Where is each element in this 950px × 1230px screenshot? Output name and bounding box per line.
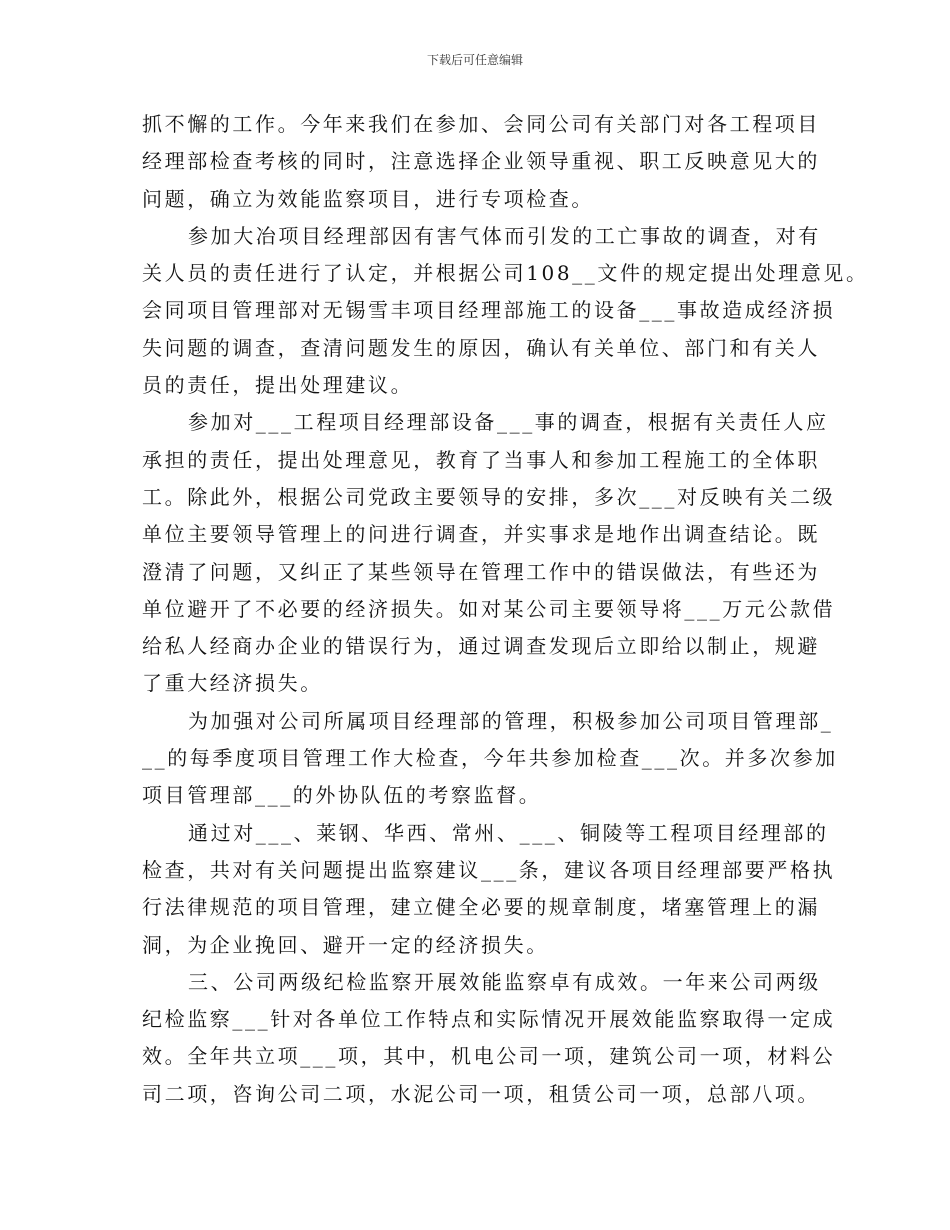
text-line: 澄清了问题，又纠正了某些领导在管理工作中的错误做法，有些还为 <box>142 559 820 584</box>
text-line: 纪检监察___针对各单位工作特点和实际情况开展效能监察取得一定成 <box>142 1007 836 1032</box>
text-line: 给私人经商办企业的错误行为，通过调查发现后立即给以制止，规避 <box>142 634 820 659</box>
text-line: 经理部检查考核的同时，注意选择企业领导重视、职工反映意见大的 <box>142 149 820 174</box>
text-line: 司二项，咨询公司二项，水泥公司一项，租赁公司一项，总部八项。 <box>142 1081 820 1106</box>
text-line: 关人员的责任进行了认定，并根据公司108__文件的规定提出处理意见。 <box>142 261 869 286</box>
text-line: 抓不懈的工作。今年来我们在参加、会同公司有关部门对各工程项目 <box>142 112 820 136</box>
text-line: __的每季度项目管理工作大检查，今年共参加检查___次。并多次参加 <box>142 746 838 771</box>
document-body <box>142 106 869 1113</box>
paragraph-first-line: 参加大冶项目经理部因有害气体而引发的工亡事故的调查，对有 <box>188 223 821 248</box>
text-line: 单位避开了不必要的经济损失。如对某公司主要领导将___万元公款借 <box>142 596 836 621</box>
text-line: 会同项目管理部对无锡雪丰项目经理部施工的设备___事故造成经济损 <box>142 298 836 323</box>
text-line: 员的责任，提出处理建议。 <box>142 373 414 398</box>
text-line: 了重大经济损失。 <box>142 671 323 696</box>
text-line: 失问题的调查，查清问题发生的原因，确认有关单位、部门和有关人 <box>142 335 820 360</box>
paragraph-first-line: 参加对___工程项目经理部设备___事的调查，根据有关责任人应 <box>188 410 829 435</box>
text-line: 检查，共对有关问题提出监察建议___条，建议各项目经理部要严格执 <box>142 857 836 882</box>
paragraph-first-line: 三、公司两级纪检监察开展效能监察卓有成效。一年来公司两级 <box>188 969 821 994</box>
text-line: 单位主要领导管理上的问进行调查，并实事求是地作出调查结论。既 <box>142 522 820 547</box>
text-line: 问题，确立为效能监察项目，进行专项检查。 <box>142 186 594 211</box>
page-header: 下载后可任意编辑 <box>426 53 523 67</box>
paragraph-first-line: 通过对___、莱钢、华西、常州、___、铜陵等工程项目经理部的 <box>188 820 829 845</box>
text-line: 洞，为企业挽回、避开一定的经济损失。 <box>142 932 549 957</box>
text-line: 效。全年共立项___项，其中，机电公司一项，建筑公司一项，材料公 <box>142 1044 836 1069</box>
text-line: 项目管理部___的外协队伍的考察监督。 <box>142 783 542 808</box>
text-line: 工。除此外，根据公司党政主要领导的安排，多次___对反映有关二级 <box>142 484 836 509</box>
text-line: 行法律规范的项目管理，建立健全必要的规章制度，堵塞管理上的漏 <box>142 895 820 920</box>
text-line: 承担的责任，提出处理意见，教育了当事人和参加工程施工的全体职 <box>142 447 820 472</box>
paragraph-first-line: 为加强对公司所属项目经理部的管理，积极参加公司项目管理部_ <box>188 708 834 733</box>
